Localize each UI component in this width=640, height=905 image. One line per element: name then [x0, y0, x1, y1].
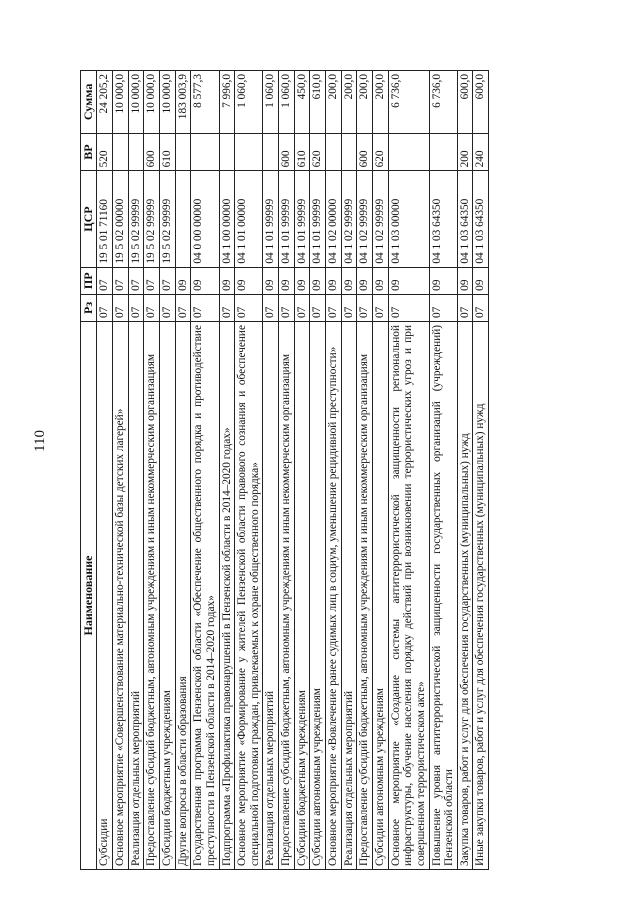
cell-rz: 07 [263, 294, 279, 321]
cell-name: Реализация отдельных мероприятий [263, 322, 279, 870]
cell-sum: 200,0 [372, 71, 388, 134]
cell-sum: 610,0 [310, 71, 326, 134]
cell-name: Реализация отдельных мероприятий [128, 322, 144, 870]
cell-pr: 09 [263, 267, 279, 294]
cell-rz: 07 [357, 294, 373, 321]
cell-csr: 04 1 01 99999 [310, 171, 326, 267]
cell-pr: 09 [294, 267, 310, 294]
cell-sum: 10 000,0 [144, 71, 160, 134]
cell-sum: 10 000,0 [128, 71, 144, 134]
cell-name: Предоставление субсидий бюджетным, автономным учреждениям и иным некоммерческим организациям [357, 322, 373, 870]
cell-name: Субсидии [97, 322, 113, 870]
cell-rz: 07 [175, 294, 191, 321]
cell-rz: 07 [294, 294, 310, 321]
table-row [128, 71, 144, 870]
cell-sum: 1 060,0 [235, 71, 263, 134]
cell-rz: 07 [219, 294, 235, 321]
cell-rz: 07 [372, 294, 388, 321]
budget-table [80, 70, 489, 870]
cell-name: Предоставление субсидий бюджетным, автономным учреждениям и иным некоммерческим организациям [144, 322, 160, 870]
cell-name: Субсидии бюджетным учреждениям [160, 322, 176, 870]
cell-sum: 6 736,0 [429, 71, 457, 134]
cell-csr: 04 1 02 99999 [341, 171, 357, 267]
cell-csr [175, 171, 191, 267]
table-row [160, 71, 176, 870]
cell-sum: 200,0 [326, 71, 342, 134]
cell-vr: 240 [473, 133, 489, 171]
cell-pr: 09 [191, 267, 219, 294]
cell-rz: 07 [191, 294, 219, 321]
col-header-csr: ЦСР [81, 171, 97, 267]
cell-vr [429, 133, 457, 171]
cell-pr: 09 [357, 267, 373, 294]
cell-rz: 07 [235, 294, 263, 321]
cell-rz: 07 [457, 294, 473, 321]
cell-pr: 09 [219, 267, 235, 294]
cell-name: Субсидии бюджетным учреждениям [294, 322, 310, 870]
table-row [175, 71, 191, 870]
cell-pr: 09 [457, 267, 473, 294]
cell-pr: 07 [113, 267, 129, 294]
cell-vr [263, 133, 279, 171]
cell-sum: 200,0 [341, 71, 357, 134]
cell-name: Закупка товаров, работ и услуг для обеспечения государственных (муниципальных) нужд [457, 322, 473, 870]
table-row [144, 71, 160, 870]
cell-vr [128, 133, 144, 171]
cell-csr: 04 1 01 99999 [279, 171, 295, 267]
cell-name: Реализация отдельных мероприятий [341, 322, 357, 870]
table-row [294, 71, 310, 870]
table-row [457, 71, 473, 870]
cell-sum: 1 060,0 [279, 71, 295, 134]
cell-pr: 09 [326, 267, 342, 294]
cell-csr: 19 5 02 99999 [128, 171, 144, 267]
cell-pr: 09 [429, 267, 457, 294]
cell-sum: 6 736,0 [388, 71, 429, 134]
cell-name: Основное мероприятие «Вовлечение ранее судимых лиц в социум, уменьшение рецидивной преступности» [326, 322, 342, 870]
cell-csr: 04 1 00 00000 [219, 171, 235, 267]
cell-csr: 04 1 03 00000 [388, 171, 429, 267]
cell-rz: 07 [473, 294, 489, 321]
budget-table-container [80, 70, 590, 870]
cell-rz: 07 [160, 294, 176, 321]
cell-csr: 19 5 02 99999 [144, 171, 160, 267]
cell-vr: 600 [144, 133, 160, 171]
cell-rz: 07 [113, 294, 129, 321]
cell-name: Субсидии автономным учреждениям [310, 322, 326, 870]
col-header-name: Наименование [81, 322, 97, 870]
cell-sum: 450,0 [294, 71, 310, 134]
cell-csr: 04 1 03 64350 [473, 171, 489, 267]
cell-vr: 610 [160, 133, 176, 171]
cell-csr: 19 5 02 00000 [113, 171, 129, 267]
cell-rz: 07 [128, 294, 144, 321]
cell-vr: 200 [457, 133, 473, 171]
cell-name: Основное мероприятие «Совершенствование материально-технической базы детских лагерей» [113, 322, 129, 870]
cell-sum: 7 996,0 [219, 71, 235, 134]
cell-name: Предоставление субсидий бюджетным, автономным учреждениям и иным некоммерческим организациям [279, 322, 295, 870]
cell-vr [326, 133, 342, 171]
page-number: 110 [32, 430, 48, 452]
table-row [97, 71, 113, 870]
cell-csr: 04 0 00 00000 [191, 171, 219, 267]
table-row [357, 71, 373, 870]
cell-name: Государственная программа Пензенской области «Обеспечение общественного порядка и противодействие преступности в Пензенской области в 2014–2020 годах» [191, 322, 219, 870]
cell-sum: 10 000,0 [113, 71, 129, 134]
table-row [429, 71, 457, 870]
cell-name: Субсидии автономным учреждениям [372, 322, 388, 870]
cell-vr [191, 133, 219, 171]
cell-pr: 09 [473, 267, 489, 294]
cell-rz: 07 [341, 294, 357, 321]
col-header-pr: ПР [81, 267, 97, 294]
cell-sum: 24 205,2 [97, 71, 113, 134]
col-header-rz: Рз [81, 294, 97, 321]
cell-name: Другие вопросы в области образования [175, 322, 191, 870]
cell-vr: 620 [310, 133, 326, 171]
cell-csr: 04 1 03 64350 [457, 171, 473, 267]
table-row [263, 71, 279, 870]
cell-vr: 620 [372, 133, 388, 171]
cell-vr: 600 [357, 133, 373, 171]
cell-sum: 8 577,3 [191, 71, 219, 134]
cell-pr: 09 [388, 267, 429, 294]
cell-name: Повышение уровня антитеррористической защищенности государственных организаций (учреждений) Пензенской области [429, 322, 457, 870]
cell-name: Подпрограмма «Профилактика правонарушений в Пензенской области в 2014–2020 годах» [219, 322, 235, 870]
col-header-sum: Сумма [81, 71, 97, 134]
cell-vr [113, 133, 129, 171]
cell-sum: 200,0 [357, 71, 373, 134]
cell-name: Основное мероприятие «Формирование у жителей Пензенской области правового сознания и обеспечение специальной подготовки граждан, привлекаемых к охране общественного порядка» [235, 322, 263, 870]
cell-vr [388, 133, 429, 171]
cell-pr: 09 [235, 267, 263, 294]
cell-sum: 10 000,0 [160, 71, 176, 134]
cell-csr: 04 1 02 00000 [326, 171, 342, 267]
col-header-vr: ВР [81, 133, 97, 171]
table-row [341, 71, 357, 870]
cell-vr [341, 133, 357, 171]
cell-csr: 04 1 02 99999 [372, 171, 388, 267]
cell-rz: 07 [326, 294, 342, 321]
cell-pr: 09 [279, 267, 295, 294]
table-row [113, 71, 129, 870]
cell-vr [219, 133, 235, 171]
table-row [388, 71, 429, 870]
table-body [97, 71, 489, 870]
cell-vr [235, 133, 263, 171]
cell-name: Основное мероприятие «Создание системы антитеррористической защищенности региональной инфраструктуры, обучение населения порядку действий при возникновении террористических угроз и при совершенном террористическом акте» [388, 322, 429, 870]
table-header-row [81, 71, 97, 870]
cell-rz: 07 [279, 294, 295, 321]
table-row [279, 71, 295, 870]
cell-rz: 07 [429, 294, 457, 321]
cell-rz: 07 [388, 294, 429, 321]
cell-rz: 07 [97, 294, 113, 321]
cell-pr: 07 [128, 267, 144, 294]
cell-sum: 183 003,9 [175, 71, 191, 134]
cell-vr [175, 133, 191, 171]
cell-pr: 07 [144, 267, 160, 294]
table-row [310, 71, 326, 870]
cell-csr: 04 1 01 99999 [263, 171, 279, 267]
cell-pr: 09 [310, 267, 326, 294]
cell-csr: 19 5 02 99999 [160, 171, 176, 267]
cell-pr: 09 [175, 267, 191, 294]
cell-name: Иные закупки товаров, работ и услуг для обеспечения государственных (муниципальных) нужд [473, 322, 489, 870]
table-row [473, 71, 489, 870]
cell-sum: 600,0 [457, 71, 473, 134]
cell-rz: 07 [310, 294, 326, 321]
cell-sum: 600,0 [473, 71, 489, 134]
cell-csr: 04 1 03 64350 [429, 171, 457, 267]
cell-csr: 19 5 01 71160 [97, 171, 113, 267]
cell-vr: 600 [279, 133, 295, 171]
table-row [235, 71, 263, 870]
cell-pr: 07 [97, 267, 113, 294]
cell-csr: 04 1 02 99999 [357, 171, 373, 267]
cell-csr: 04 1 01 99999 [294, 171, 310, 267]
cell-pr: 09 [372, 267, 388, 294]
table-row [219, 71, 235, 870]
table-row [326, 71, 342, 870]
cell-pr: 07 [160, 267, 176, 294]
cell-vr: 520 [97, 133, 113, 171]
cell-rz: 07 [144, 294, 160, 321]
table-row [191, 71, 219, 870]
table-row [372, 71, 388, 870]
cell-csr: 04 1 01 00000 [235, 171, 263, 267]
cell-pr: 09 [341, 267, 357, 294]
cell-vr: 610 [294, 133, 310, 171]
cell-sum: 1 060,0 [263, 71, 279, 134]
